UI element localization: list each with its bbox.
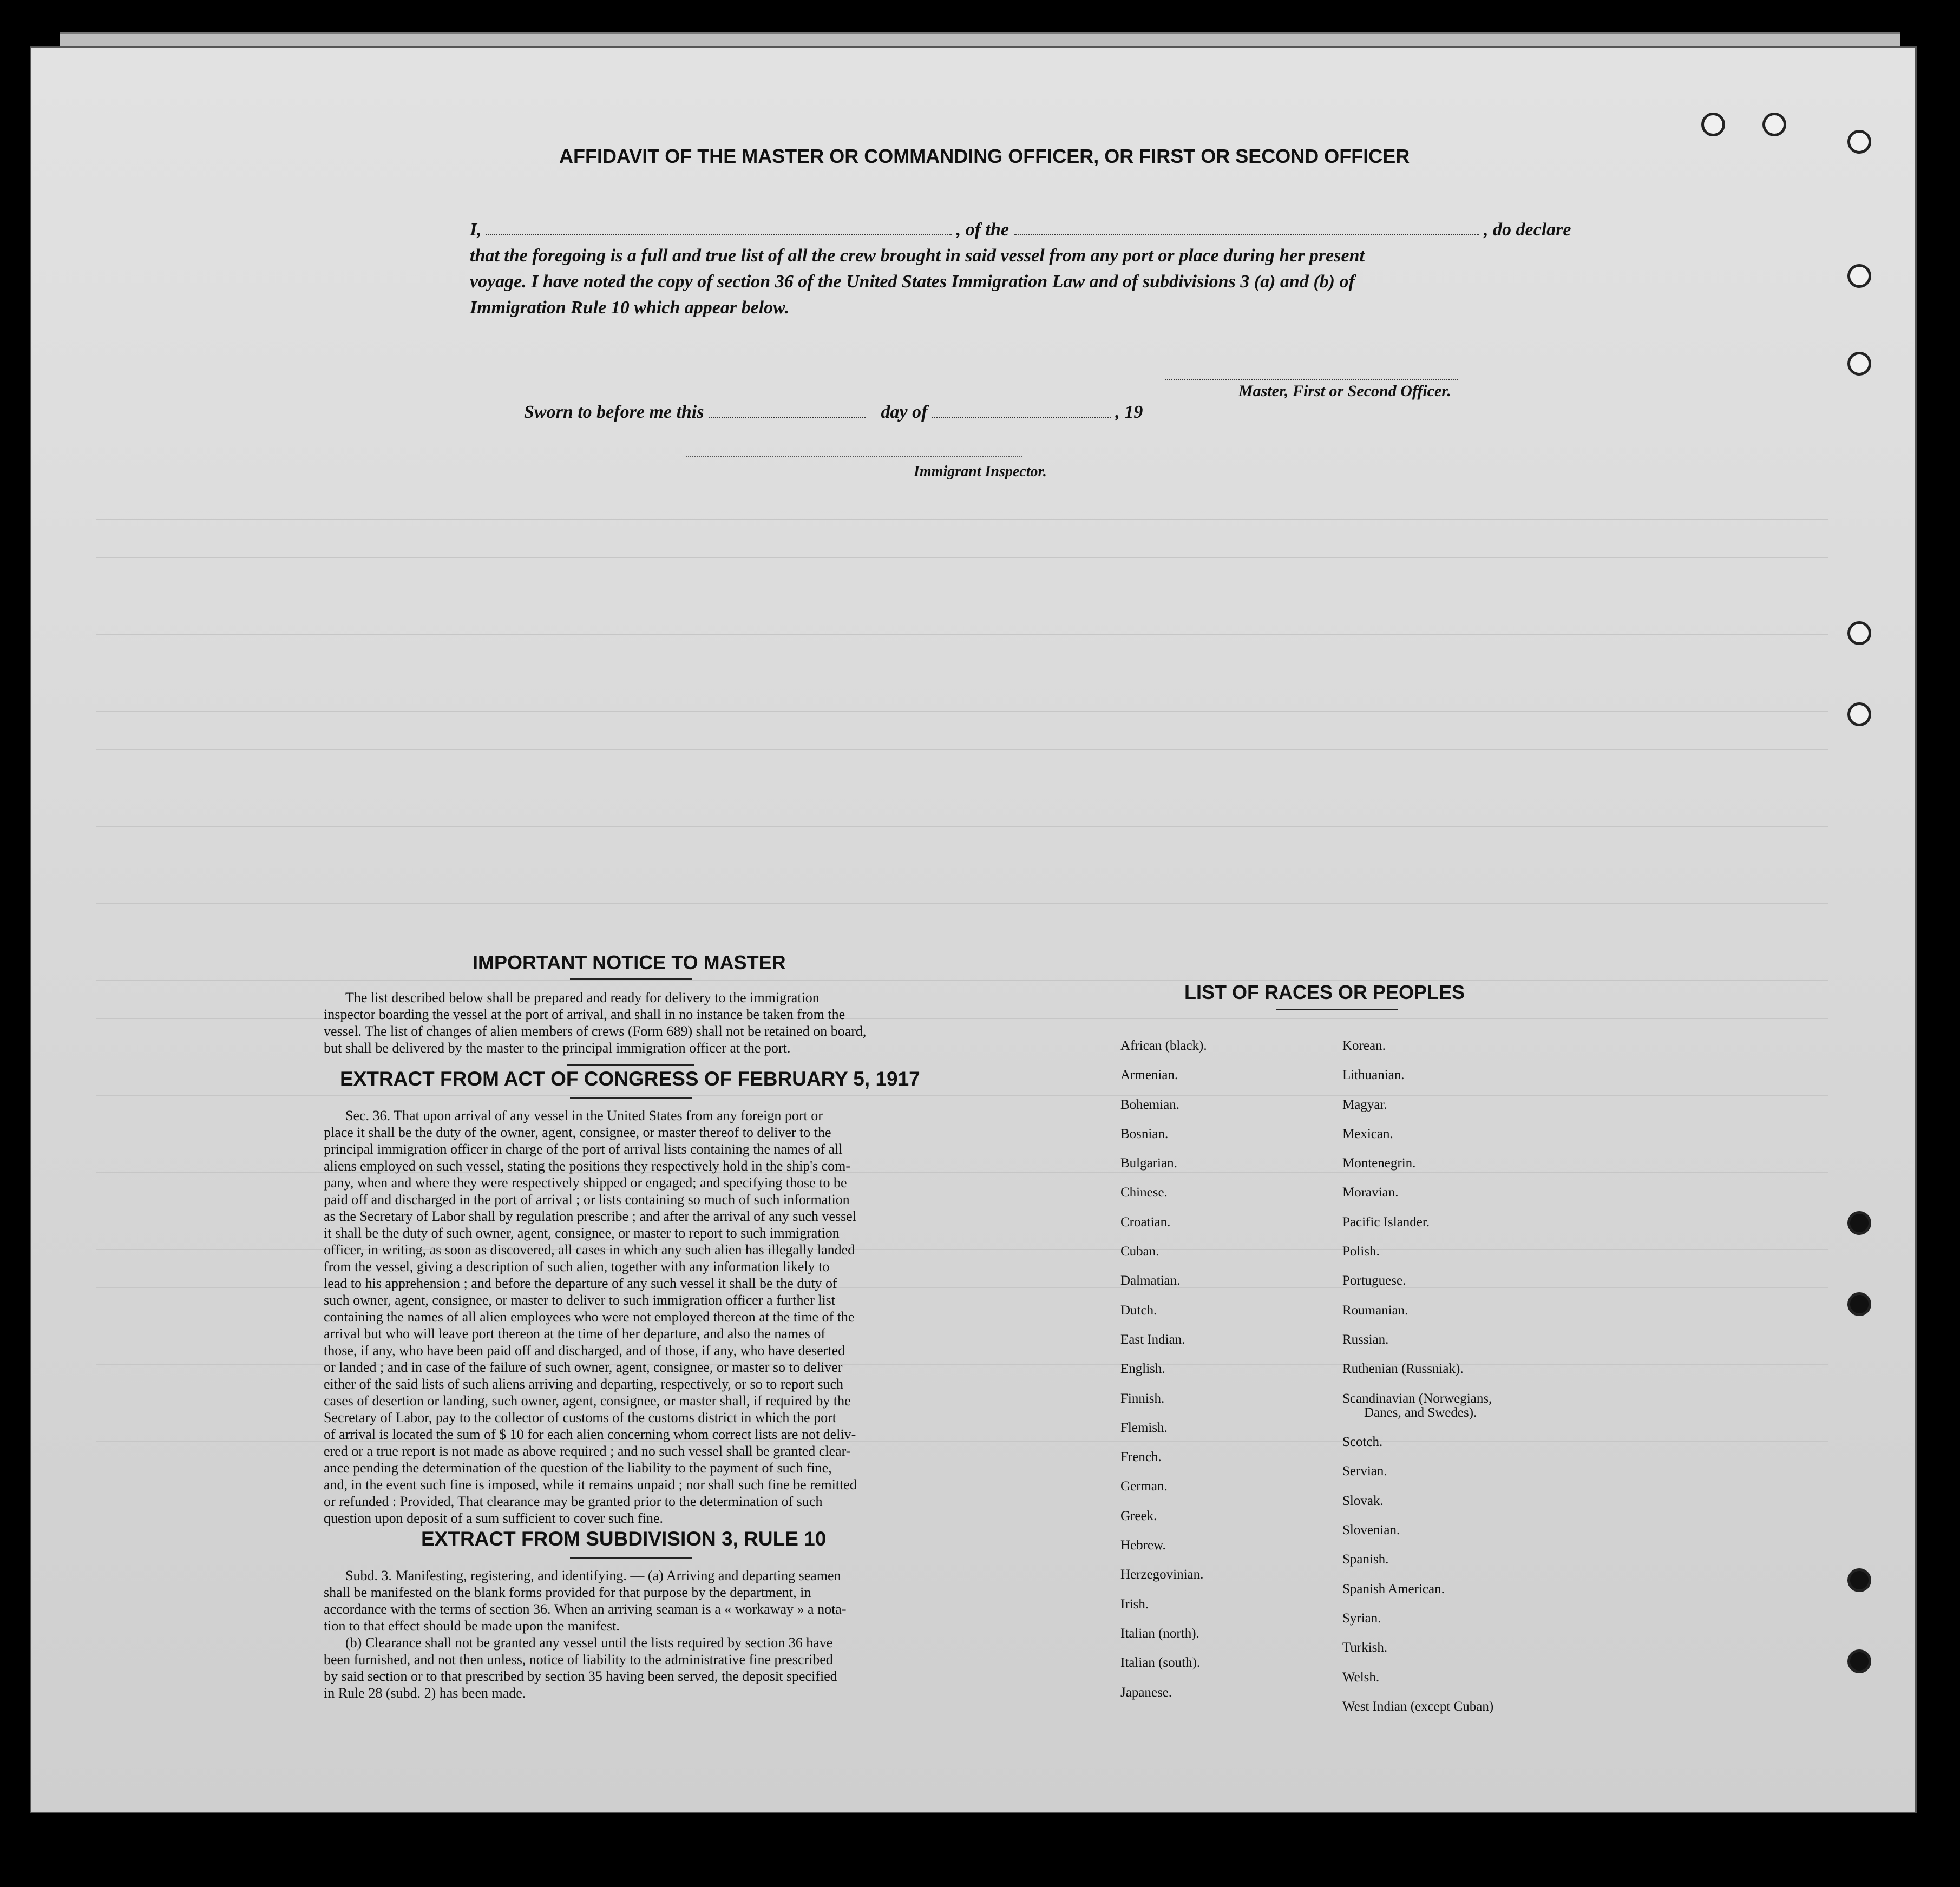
race-item: West Indian (except Cuban) <box>1342 1699 1494 1714</box>
race-item: Slovenian. <box>1342 1523 1400 1538</box>
bleed-row <box>96 519 1828 520</box>
race-item: Polish. <box>1342 1244 1380 1259</box>
rule-text <box>324 1567 968 1701</box>
race-item: Mexican. <box>1342 1126 1393 1141</box>
text-line: accordance with the terms of section 36. When an arriving seaman is a « workaway » a nota- <box>324 1601 847 1617</box>
race-item: Korean. <box>1342 1038 1386 1053</box>
races-left-column <box>1120 1038 1207 1714</box>
punch-hole <box>1762 113 1786 136</box>
races-title-underline <box>1276 1009 1398 1010</box>
inspector-signature-label: Immigrant Inspector. <box>914 463 1047 480</box>
race-item: Scotch. <box>1342 1435 1383 1450</box>
race-item: Roumanian. <box>1342 1303 1408 1318</box>
text-line: shall be manifested on the blank forms provided for that purpose by the department, in <box>324 1584 811 1600</box>
race-item: Bosnian. <box>1120 1126 1169 1141</box>
race-item: Magyar. <box>1342 1097 1387 1112</box>
sworn-month-blank[interactable] <box>932 417 1111 418</box>
race-item: Portuguese. <box>1342 1273 1406 1288</box>
affidavit-i-label: I, <box>470 220 482 240</box>
bleed-row <box>96 1095 1828 1096</box>
bleed-row <box>96 749 1828 750</box>
race-item: Herzegovinian. <box>1120 1567 1204 1582</box>
master-signature-line[interactable] <box>1165 379 1458 380</box>
text-line: by said section or to that prescribed by section 35 having been served, the deposit specified <box>324 1668 837 1684</box>
race-item: Ruthenian (Russniak). <box>1342 1362 1464 1377</box>
affidavit-line-3: voyage. I have noted the copy of section 36 of the United States Immigration Law and of subdivisions 3 (a) and (b) of <box>470 272 1355 292</box>
vessel-name-blank[interactable] <box>1014 234 1479 235</box>
text-line: either of the said lists of such aliens arriving and departing, respectively, or so to report such <box>324 1376 844 1392</box>
sworn-day-blank[interactable] <box>709 417 866 418</box>
text-line: paid off and discharged in the port of arrival ; or lists containing so much of such information <box>324 1192 850 1207</box>
race-item: Armenian. <box>1120 1068 1178 1083</box>
bleed-row <box>96 711 1828 712</box>
race-item: Finnish. <box>1120 1391 1165 1406</box>
race-item: Montenegrin. <box>1342 1156 1416 1171</box>
race-item: English. <box>1120 1362 1165 1377</box>
race-item: East Indian. <box>1120 1332 1185 1347</box>
text-line: as the Secretary of Labor shall by regulation prescribe ; and after the arrival of any such vessel <box>324 1208 857 1224</box>
race-item: Servian. <box>1342 1464 1387 1479</box>
text-line: vessel. The list of changes of alien members of crews (Form 689) shall not be retained on board, <box>324 1023 867 1039</box>
text-line: it shall be the duty of such owner, agent, consignee, or master to report to such immigration <box>324 1225 840 1241</box>
race-item: Scandinavian (Norwegians, <box>1342 1391 1492 1406</box>
race-item: Italian (south). <box>1120 1655 1201 1671</box>
race-item: Bulgarian. <box>1120 1156 1177 1171</box>
text-line: in Rule 28 (subd. 2) has been made. <box>324 1685 526 1701</box>
text-line: those, if any, who have been paid off and discharged, and of those, if any, who have deserted <box>324 1343 845 1358</box>
text-line: containing the names of all alien employees who were not employed thereon at the time of the <box>324 1309 855 1325</box>
inspector-signature-line[interactable] <box>686 456 1022 457</box>
officer-name-blank[interactable] <box>486 234 952 235</box>
affidavit-line-2: that the foregoing is a full and true list of all the crew brought in said vessel from any port or place during her present <box>470 246 1365 266</box>
affidavit-line-4: Immigration Rule 10 which appear below. <box>470 298 790 318</box>
race-item: Irish. <box>1120 1596 1149 1612</box>
text-line: but shall be delivered by the master to the principal immigration officer at the port. <box>324 1040 791 1056</box>
affidavit-declare-label: , do declare <box>1484 220 1571 240</box>
text-line: Sec. 36. That upon arrival of any vessel in the United States from any foreign port or <box>345 1108 823 1123</box>
rule-title-underline <box>570 1557 692 1559</box>
document-page <box>30 46 1917 1813</box>
text-line: from the vessel, giving a description of such alien, together with any information likely to <box>324 1259 830 1274</box>
punch-hole <box>1847 352 1871 376</box>
bleed-row <box>96 557 1828 558</box>
text-line: or refunded : Provided, That clearance may be granted prior to the determination of such <box>324 1494 823 1509</box>
punch-hole <box>1847 1568 1871 1592</box>
text-line: cases of desertion or landing, such owner, agent, consignee, or master shall, if required by the <box>324 1393 851 1409</box>
race-item: Hebrew. <box>1120 1538 1166 1553</box>
text-line: and, in the event such fine is imposed, while it remains unpaid ; nor shall such fine be remitted <box>324 1477 857 1492</box>
act-title-underline <box>570 1097 692 1099</box>
text-line: Subd. 3. Manifesting, registering, and identifying. — (a) Arriving and departing seamen <box>345 1568 841 1583</box>
act-top-rule <box>567 1064 694 1066</box>
race-item: Croatian. <box>1120 1214 1171 1229</box>
race-item: Dutch. <box>1120 1303 1157 1318</box>
text-line: question upon deposit of a sum sufficient to cover such fine. <box>324 1510 664 1526</box>
bleed-row <box>96 980 1828 981</box>
punch-hole <box>1847 130 1871 154</box>
affidavit-title: AFFIDAVIT OF THE MASTER OR COMMANDING OFFICER, OR FIRST OR SECOND OFFICER <box>559 145 1410 167</box>
text-line: arrival but who will leave port thereon at the time of her departure, and also the names of <box>324 1326 825 1342</box>
text-line: inspector boarding the vessel at the port of arrival, and shall in no instance be taken from the <box>324 1007 845 1022</box>
race-item: Greek. <box>1120 1508 1157 1523</box>
text-line: ance pending the determination of the question of the liability to the payment of such fine, <box>324 1460 832 1476</box>
race-item: Moravian. <box>1342 1185 1399 1200</box>
bleed-row <box>96 634 1828 635</box>
race-item: Flemish. <box>1120 1420 1168 1435</box>
race-item: Bohemian. <box>1120 1097 1180 1112</box>
punch-hole <box>1847 621 1871 645</box>
rule-title: EXTRACT FROM SUBDIVISION 3, RULE 10 <box>421 1528 827 1550</box>
text-line: pany, when and where they were respectively shipped or engaged; and specifying those to be <box>324 1175 847 1191</box>
text-line: aliens employed on such vessel, stating the positions they respectively hold in the ship's com- <box>324 1158 851 1174</box>
race-item: Turkish. <box>1342 1640 1388 1655</box>
bleed-row <box>96 826 1828 827</box>
text-line: place it shall be the duty of the owner, agent, consignee, or master thereof to deliver to the <box>324 1125 831 1140</box>
text-line: officer, in writing, as soon as discovered, all cases in which any such alien has illegally landed <box>324 1242 855 1258</box>
text-line: or landed ; and in case of the failure of such owner, agent, consignee, or master so to deliver <box>324 1359 843 1375</box>
affidavit-line-1 <box>470 220 1571 240</box>
sworn-year-label: , 19 <box>1115 402 1143 422</box>
race-item: Russian. <box>1342 1332 1389 1347</box>
notice-title: IMPORTANT NOTICE TO MASTER <box>473 951 786 974</box>
affidavit-of-label: , of the <box>956 220 1010 240</box>
race-item: German. <box>1120 1479 1168 1494</box>
race-item: Spanish. <box>1342 1552 1389 1567</box>
sworn-line <box>524 402 1143 423</box>
act-text <box>324 1107 968 1527</box>
race-item: Welsh. <box>1342 1669 1380 1685</box>
text-line: such owner, agent, consignee, or master to deliver to such immigration officer a further list <box>324 1292 836 1308</box>
race-item: Pacific Islander. <box>1342 1214 1430 1229</box>
race-item: Chinese. <box>1120 1185 1168 1200</box>
notice-title-underline <box>570 978 692 980</box>
race-item: Lithuanian. <box>1342 1068 1405 1083</box>
punch-hole <box>1701 113 1725 136</box>
race-item: Syrian. <box>1342 1610 1381 1626</box>
text-line: The list described below shall be prepared and ready for delivery to the immigration <box>345 990 820 1005</box>
race-item: Spanish American. <box>1342 1581 1445 1596</box>
race-item: French. <box>1120 1450 1162 1465</box>
text-line: ered or a true report is not made as above required ; and no such vessel shall be granted clear- <box>324 1443 851 1459</box>
bleed-row <box>96 903 1828 904</box>
punch-hole <box>1847 1649 1871 1673</box>
race-item: Slovak. <box>1342 1493 1384 1508</box>
race-item: Japanese. <box>1120 1685 1172 1700</box>
races-right-column <box>1342 1038 1493 1728</box>
race-item: Italian (north). <box>1120 1626 1199 1641</box>
text-line: of arrival is located the sum of $ 10 for each alien concerning whom correct lists are not deliv- <box>324 1426 856 1442</box>
text-line: lead to his apprehension ; and before the departure of any such vessel it shall be the duty of <box>324 1275 837 1291</box>
punch-hole <box>1847 264 1871 288</box>
text-line: tion to that effect should be made upon the manifest. <box>324 1618 620 1634</box>
text-line: principal immigration officer in charge of the port of arrival lists containing the names of all <box>324 1141 843 1157</box>
day-of-label: day of <box>881 402 928 422</box>
text-line: been furnished, and not then unless, notice of liability to the administrative fine prescribed <box>324 1652 833 1667</box>
punch-hole <box>1847 702 1871 726</box>
master-signature-label: Master, First or Second Officer. <box>1238 382 1451 400</box>
race-item: Cuban. <box>1120 1244 1159 1259</box>
sworn-label: Sworn to before me this <box>524 402 704 422</box>
text-line: (b) Clearance shall not be granted any vessel until the lists required by section 36 have <box>345 1635 833 1651</box>
text-line: Secretary of Labor, pay to the collector of customs of the customs district in which the port <box>324 1410 836 1425</box>
punch-hole <box>1847 1211 1871 1235</box>
race-item: Dalmatian. <box>1120 1273 1181 1288</box>
punch-hole <box>1847 1292 1871 1316</box>
act-title: EXTRACT FROM ACT OF CONGRESS OF FEBRUARY 5, 1917 <box>340 1068 920 1090</box>
race-item: Danes, and Swedes). <box>1364 1405 1477 1420</box>
races-title: LIST OF RACES OR PEOPLES <box>1184 981 1465 1003</box>
notice-text <box>324 989 968 1056</box>
race-item: African (black). <box>1120 1038 1207 1053</box>
